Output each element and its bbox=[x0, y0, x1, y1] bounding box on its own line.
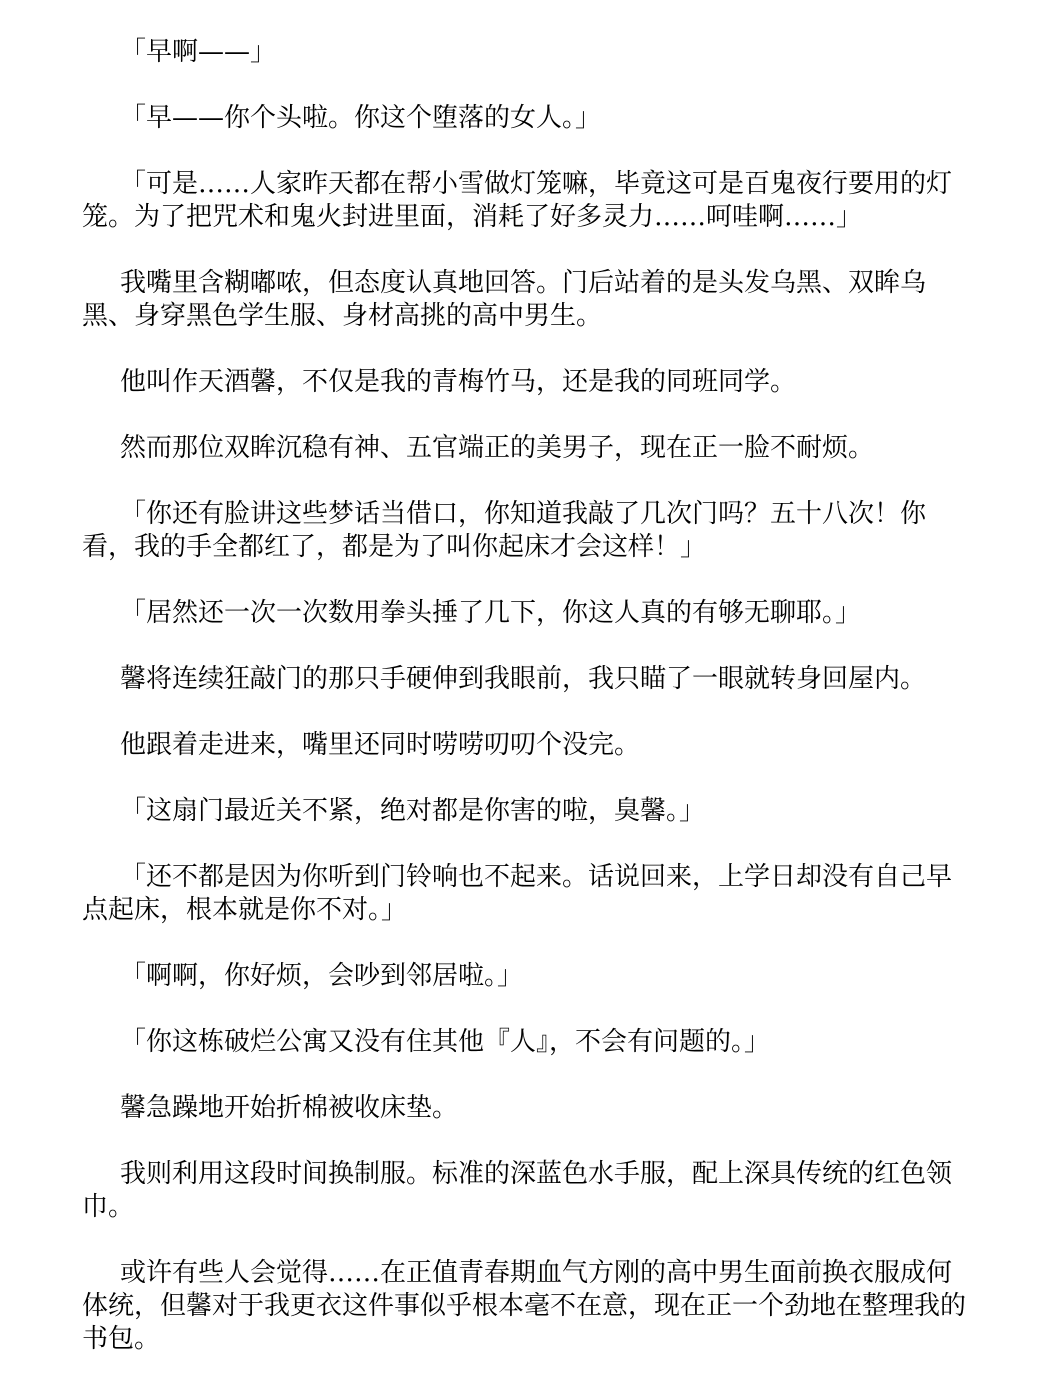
paragraph: 他叫作天酒馨，不仅是我的青梅竹马，还是我的同班同学。 bbox=[120, 367, 797, 397]
paragraph: 「啊啊，你好烦，会吵到邻居啦。」 bbox=[120, 961, 524, 991]
paragraph: 馨将连续狂敲门的那只手硬伸到我眼前，我只瞄了一眼就转身回屋内。 bbox=[120, 664, 927, 694]
paragraph: 他跟着走进来，嘴里还同时唠唠叨叨个没完。 bbox=[120, 730, 641, 760]
paragraph: 「居然还一次一次数用拳头捶了几下，你这人真的有够无聊耶。」 bbox=[120, 598, 862, 628]
paragraph: 我则利用这段时间换制服。标准的深蓝色水手服，配上深具传统的红色领巾。 bbox=[82, 1159, 953, 1222]
paragraph: 「可是……人家昨天都在帮小雪做灯笼嘛，毕竟这可是百鬼夜行要用的灯笼。为了把咒术和鬼火封进里面，消耗了好多灵力……呵哇啊……」 bbox=[82, 169, 953, 232]
paragraph: 「你这栋破烂公寓又没有住其他『人』，不会有问题的。」 bbox=[120, 1027, 771, 1057]
paragraph: 「还不都是因为你听到门铃响也不起来。话说回来，上学日却没有自己早点起床，根本就是你不对。」 bbox=[82, 862, 953, 925]
paragraph: 「你还有脸讲这些梦话当借口，你知道我敲了几次门吗？五十八次！你看，我的手全都红了，都是为了叫你起床才会这样！」 bbox=[82, 499, 927, 562]
paragraph: 「早——你个头啦。你这个堕落的女人。」 bbox=[120, 103, 602, 133]
paragraph: 或许有些人会觉得……在正值青春期血气方刚的高中男生面前换衣服成何体统，但馨对于我更衣这件事似乎根本毫不在意，现在正一个劲地在整理我的书包。 bbox=[82, 1258, 967, 1354]
paragraph: 「这扇门最近关不紧，绝对都是你害的啦，臭馨。」 bbox=[120, 796, 706, 826]
paragraph: 我嘴里含糊嘟哝，但态度认真地回答。门后站着的是头发乌黑、双眸乌黑、身穿黑色学生服、身材高挑的高中男生。 bbox=[82, 268, 927, 331]
document-page bbox=[82, 36, 972, 1389]
paragraph: 馨急躁地开始折棉被收床垫。 bbox=[120, 1093, 459, 1123]
paragraph: 然而那位双眸沉稳有神、五官端正的美男子，现在正一脸不耐烦。 bbox=[120, 433, 875, 463]
paragraph: 「早啊——」 bbox=[120, 37, 277, 67]
